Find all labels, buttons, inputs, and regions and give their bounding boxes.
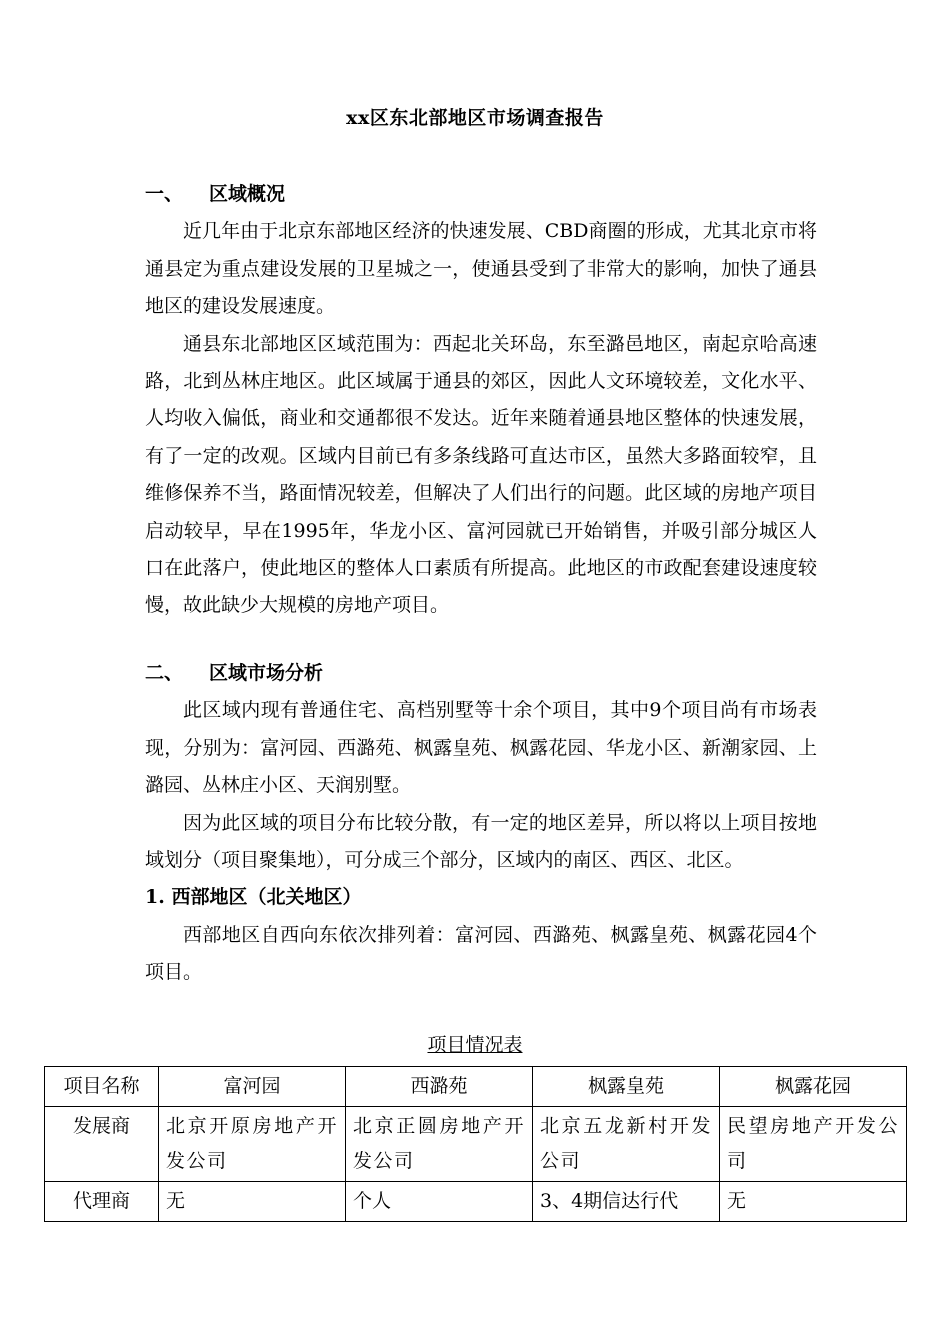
table-row xyxy=(45,1182,907,1222)
section-1-paragraph-1: 近几年由于北京东部地区经济的快速发展、CBD商圈的形成，尤其北京市将通县定为重点建设发展的卫星城之一，使通县受到了非常大的影响，加快了通县地区的建设发展速度。 xyxy=(145,220,817,318)
table-cell: 北京五龙新村开发公司 xyxy=(533,1107,720,1182)
section-1-paragraph-2: 通县东北部地区区域范围为：西起北关环岛，东至潞邑地区，南起京哈高速路，北到丛林庄地区。此区域属于通县的郊区，因此人文环境较差，文化水平、人均收入偏低，商业和交通都很不发达。近年来随着通县地区整体的快速发展，有了一定的改观。区域内目前已有多条线路可直达市区，虽然大多路面较窄，且维修保养不当，路面情况较差，但解决了人们出行的问题。此区域的房地产项目启动较早，早在1995年，华龙小区、富河园就已开始销售，并吸引部分城区人口在此落户，使此地区的整体人口素质有所提高。此地区的市政配套建设速度较慢，故此缺少大规模的房地产项目。 xyxy=(145,332,817,617)
subsection-1-paragraph: 西部地区自西向东依次排列着：富河园、西潞苑、枫露皇苑、枫露花园4个项目。 xyxy=(145,923,817,984)
table-cell: 个人 xyxy=(346,1182,533,1222)
table-header-cell: 西潞苑 xyxy=(346,1067,533,1107)
table-cell: 民望房地产开发公司 xyxy=(720,1107,907,1182)
subsection-1-heading: 1. 西部地区（北关地区） xyxy=(145,886,362,909)
section-1-title: 区域概况 xyxy=(209,183,286,205)
section-2-title: 区域市场分析 xyxy=(209,662,324,684)
section-2-paragraph-2: 因为此区域的项目分布比较分散，有一定的地区差异，所以将以上项目按地域划分（项目聚集地），可分成三个部分，区域内的南区、西区、北区。 xyxy=(145,811,817,872)
table-header-row xyxy=(45,1067,907,1107)
table-caption: 项目情况表 xyxy=(427,1034,523,1056)
table-header-cell: 枫露花园 xyxy=(720,1067,907,1107)
section-2-paragraph-1: 此区域内现有普通住宅、高档别墅等十余个项目，其中9个项目尚有市场表现，分别为：富河园、西潞苑、枫露皇苑、枫露花园、华龙小区、新潮家园、上潞园、丛林庄小区、天润别墅。 xyxy=(145,699,817,797)
section-2-number: 二、 xyxy=(145,662,184,684)
table-header-cell: 富河园 xyxy=(159,1067,346,1107)
section-1-number: 一、 xyxy=(145,183,184,205)
table-cell: 无 xyxy=(159,1182,346,1222)
table-cell: 无 xyxy=(720,1182,907,1222)
table-header-cell: 枫露皇苑 xyxy=(533,1067,720,1107)
section-1-heading xyxy=(145,176,817,213)
project-table xyxy=(44,1066,907,1222)
table-row xyxy=(45,1107,907,1182)
table-cell: 北京正圆房地产开发公司 xyxy=(346,1107,533,1182)
table-cell: 3、4期信达行代 xyxy=(533,1182,720,1222)
table-cell: 北京开原房地产开发公司 xyxy=(159,1107,346,1182)
table-cell: 代理商 xyxy=(45,1182,159,1222)
section-2-heading xyxy=(145,655,817,692)
document-title: xx区东北部地区市场调查报告 xyxy=(346,107,604,129)
table-header-cell: 项目名称 xyxy=(45,1067,159,1107)
section-1 xyxy=(145,176,817,625)
table-cell: 发展商 xyxy=(45,1107,159,1182)
section-2 xyxy=(145,655,817,992)
